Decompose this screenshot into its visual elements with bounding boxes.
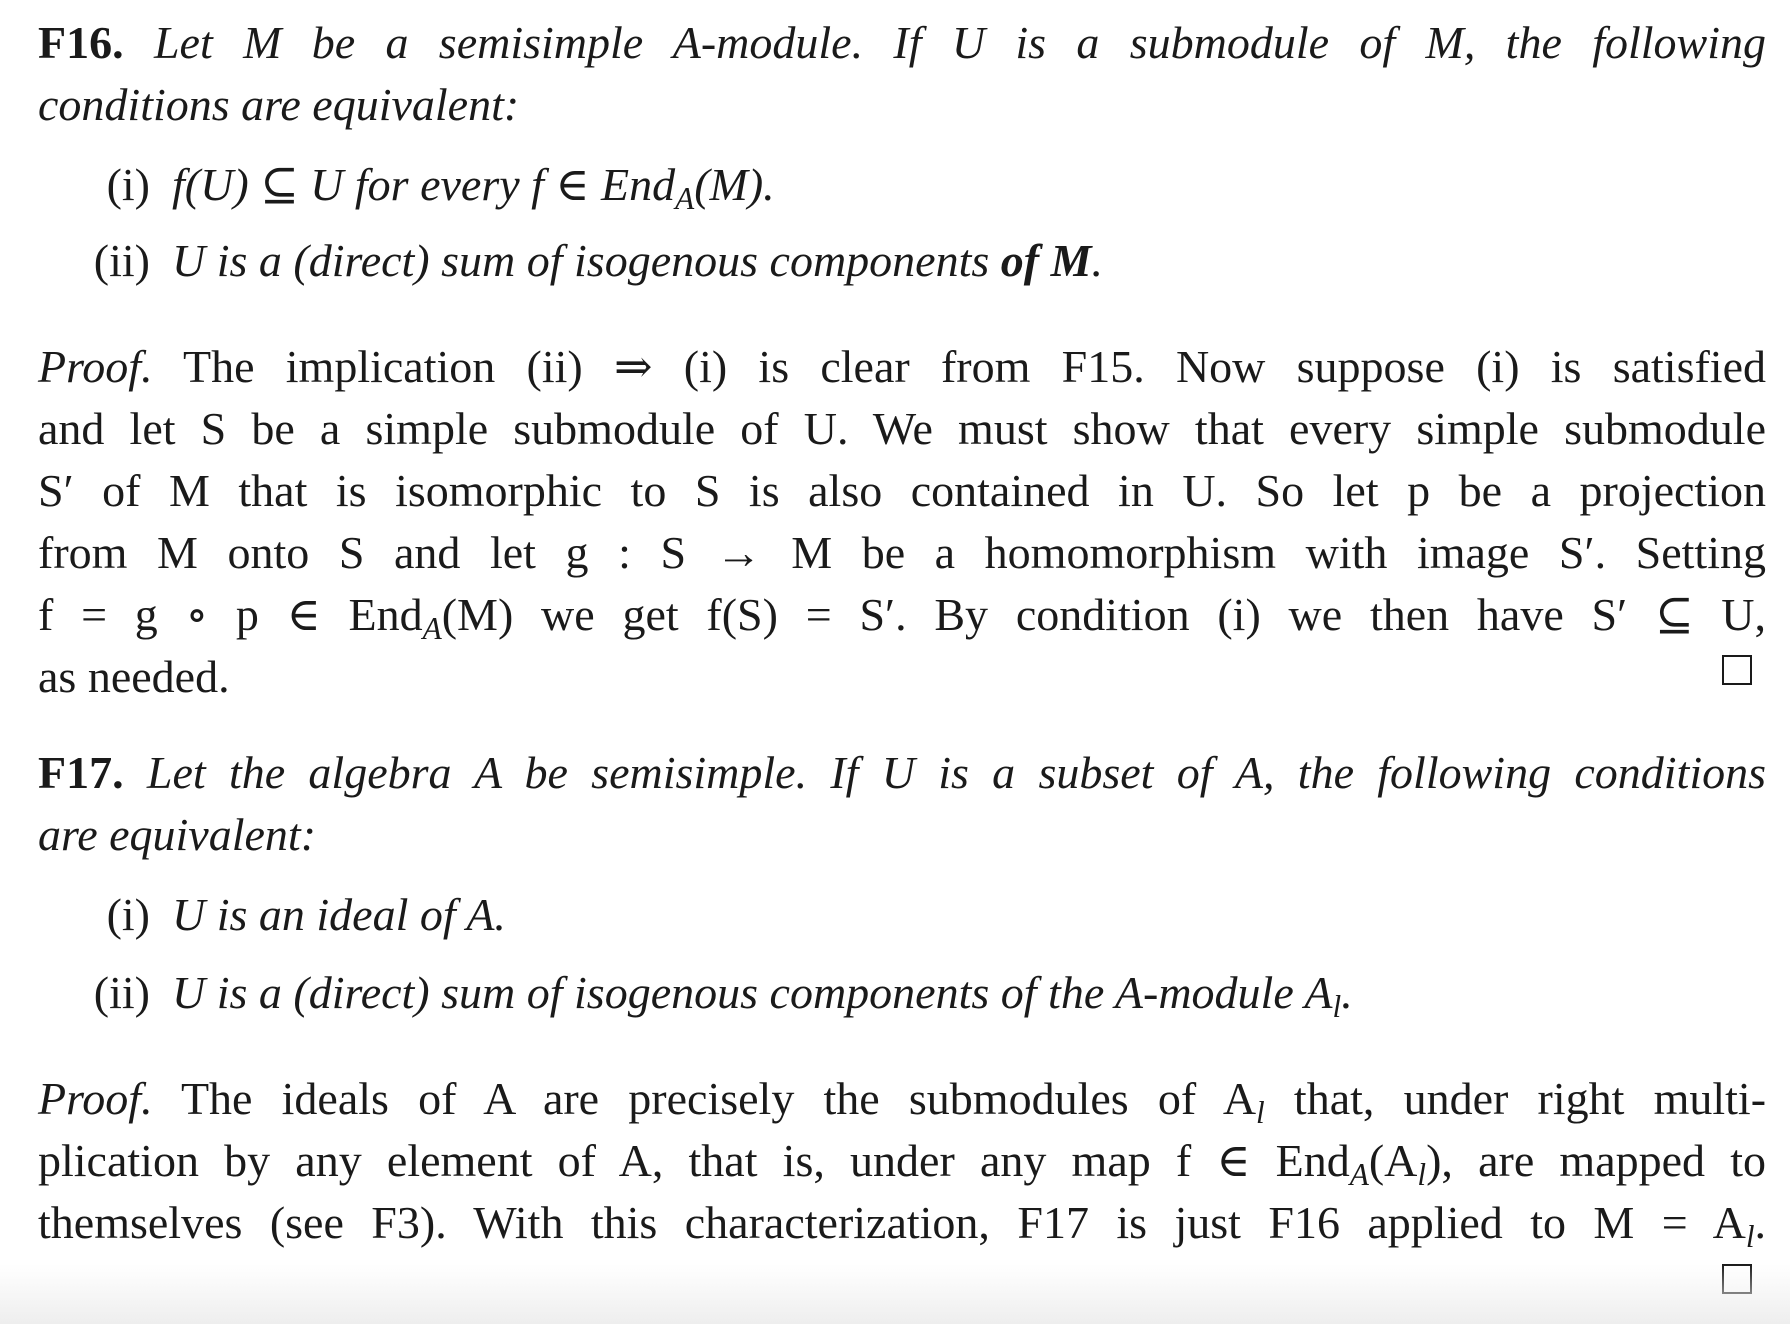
proof17-text-3a: themselves (see F3). With this characterization, F17 is just F16 applied to M = A — [38, 1197, 1746, 1248]
f17-item-i-number: (i) — [106, 889, 150, 940]
proof16-line-4: from M onto S and let g : S → M be a homomorphism with image S′. Setting — [38, 527, 1766, 578]
bottom-shadow — [0, 1264, 1790, 1324]
proof17-text-2c: ), are mapped to — [1426, 1135, 1766, 1186]
f16-line-1 — [38, 12, 1766, 74]
f17-line-2: are equivalent: — [38, 809, 317, 860]
proof16-line-1 — [38, 336, 1766, 398]
proof17-text-1b: that, under right multi- — [1264, 1073, 1767, 1124]
f16-item-ii-tail: . — [1091, 235, 1103, 286]
proof17-text-2a: plication by any element of A, that is, under any map f ∈ End — [38, 1135, 1350, 1186]
proof16-subscript-5: A — [422, 610, 442, 646]
proof16-text-5b: (M) we get f(S) = S′. By condition (i) we then have S′ ⊆ U, — [441, 589, 1766, 640]
f17-item-ii-subscript: l — [1332, 988, 1342, 1024]
f17-item-i-text: U is an ideal of A. — [172, 889, 506, 940]
f16-item-ii-text: U is a (direct) sum of isogenous components — [172, 235, 1001, 286]
f16-label: F16. — [38, 17, 124, 68]
f17-item-ii-number: (ii) — [93, 967, 150, 1018]
f16-line-2: conditions are equivalent: — [38, 79, 520, 130]
proof16-line-2: and let S be a simple submodule of U. We must show that every simple submodule — [38, 403, 1766, 454]
proof17-line-1 — [38, 1068, 1766, 1130]
proof16-text-5a: f = g ∘ p ∈ End — [38, 589, 423, 640]
f16-item-ii-number: (ii) — [93, 235, 150, 286]
proof16-line-6: as needed. — [38, 651, 230, 702]
proof17-label: Proof. — [38, 1073, 153, 1124]
f16-statement — [38, 12, 1766, 136]
f16-item-i-tail: (M). — [694, 159, 775, 210]
f16-proof — [38, 336, 1766, 708]
f16-item-i-subscript: A — [675, 180, 695, 216]
f16-item-i-text: f(U) ⊆ U for every f ∈ End — [172, 159, 676, 210]
f17-item-i — [38, 884, 506, 946]
proof17-text-3b: . — [1754, 1197, 1766, 1248]
f17-label: F17. — [38, 747, 124, 798]
f16-item-ii — [38, 230, 1103, 292]
f17-item-ii-text: U is a (direct) sum of isogenous components of the A-module A — [172, 967, 1333, 1018]
proof17-text-2b: (A — [1368, 1135, 1418, 1186]
proof16-text-1: The implication (ii) ⇒ (i) is clear from F15. Now suppose (i) is satisfied — [183, 341, 1766, 392]
qed-symbol-f16 — [1722, 655, 1752, 685]
proof16-line-3: S′ of M that is isomorphic to S is also contained in U. So let p be a projection — [38, 465, 1766, 516]
proof17-line-2 — [38, 1130, 1766, 1192]
proof17-subscript-3: l — [1745, 1218, 1755, 1254]
proof17-line-3 — [38, 1192, 1766, 1254]
proof16-label: Proof. — [38, 341, 153, 392]
f16-statement-text: Let M be a semisimple A-module. If U is a submodule of M, the following — [153, 17, 1767, 68]
f17-statement — [38, 742, 1766, 866]
proof17-subscript-2b: l — [1417, 1156, 1427, 1192]
f16-item-i-number: (i) — [106, 159, 150, 210]
f17-statement-text: Let the algebra A be semisimple. If U is a subset of A, the following conditions — [146, 747, 1767, 798]
proof17-subscript-2a: A — [1349, 1156, 1369, 1192]
f17-item-ii — [38, 962, 1353, 1024]
f16-item-ii-bold: of M — [1000, 235, 1092, 286]
proof16-line-5 — [38, 584, 1766, 646]
f17-line-1 — [38, 742, 1766, 804]
f16-item-i — [38, 154, 775, 216]
f17-item-ii-tail: . — [1341, 967, 1353, 1018]
f17-proof — [38, 1068, 1766, 1254]
proof17-subscript-1: l — [1256, 1094, 1265, 1130]
proof17-text-1a: The ideals of A are precisely the submodules of A — [180, 1073, 1257, 1124]
